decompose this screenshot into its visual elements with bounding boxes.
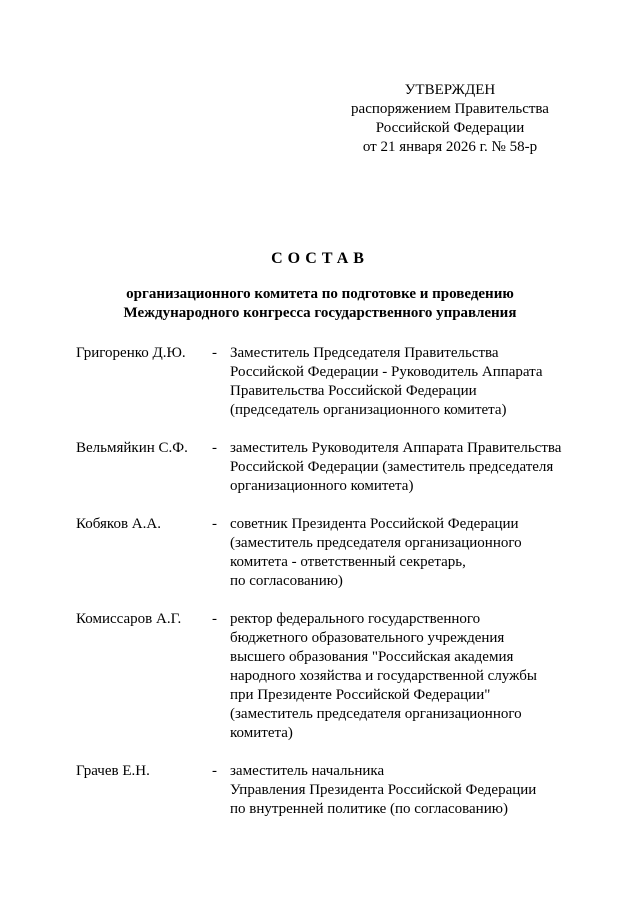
role-line: Российской Федерации (заместитель председателя <box>230 459 554 475</box>
approval-heading: УТВЕРЖДЕН <box>404 82 496 98</box>
role-line: (заместитель председателя организационного <box>230 535 522 551</box>
member-name: Грачев Е.Н. <box>76 763 150 779</box>
approval-line-date: от 21 января 2026 г. № 58-р <box>362 139 538 155</box>
member-name: Кобяков А.А. <box>76 516 161 532</box>
role-line: (председатель организационного комитета) <box>230 402 507 418</box>
document-title: СОСТАВ <box>271 250 369 267</box>
document-subtitle <box>0 285 640 323</box>
member-role <box>230 515 640 591</box>
member-dash: - <box>212 440 217 456</box>
role-line: по внутренней политике (по согласованию) <box>230 801 508 817</box>
member-role <box>230 610 640 743</box>
member-dash: - <box>212 763 217 779</box>
role-line: заместитель начальника <box>230 763 385 779</box>
member-row <box>0 439 640 496</box>
member-name: Вельмяйкин С.Ф. <box>76 440 188 456</box>
role-line: организационного комитета) <box>230 478 414 494</box>
member-row <box>0 344 640 420</box>
approval-line-order: распоряжением Правительства <box>351 101 549 117</box>
role-line: ректор федерального государственного <box>230 611 481 627</box>
role-line: бюджетного образовательного учреждения <box>230 630 505 646</box>
role-line: заместитель Руководителя Аппарата Правительства <box>230 440 562 456</box>
member-name: Григоренко Д.Ю. <box>76 345 186 361</box>
role-line: комитета) <box>230 725 293 741</box>
role-line: Управления Президента Российской Федерации <box>230 782 537 798</box>
member-role <box>230 439 640 496</box>
role-line: Российской Федерации - Руководитель Аппарата <box>230 364 543 380</box>
subtitle-line: Международного конгресса государственного управления <box>123 305 517 321</box>
role-line: Заместитель Председателя Правительства <box>230 345 499 361</box>
role-line: советник Президента Российской Федерации <box>230 516 519 532</box>
member-dash: - <box>212 345 217 361</box>
subtitle-line: организационного комитета по подготовке и проведению <box>126 286 514 302</box>
member-row <box>0 515 640 591</box>
member-dash: - <box>212 516 217 532</box>
member-list <box>0 344 640 838</box>
member-role <box>230 344 640 420</box>
role-line: по согласованию) <box>230 573 343 589</box>
member-row <box>0 610 640 743</box>
member-name: Комиссаров А.Г. <box>76 611 182 627</box>
role-line: комитета - ответственный секретарь, <box>230 554 466 570</box>
member-dash: - <box>212 611 217 627</box>
document-heading <box>0 249 640 323</box>
approval-stamp <box>340 81 560 157</box>
approval-line-government: Российской Федерации <box>375 120 525 136</box>
member-row <box>0 762 640 819</box>
role-line: при Президенте Российской Федерации" <box>230 687 491 703</box>
member-role <box>230 762 640 819</box>
role-line: высшего образования "Российская академия <box>230 649 514 665</box>
role-line: народного хозяйства и государственной службы <box>230 668 537 684</box>
role-line: Правительства Российской Федерации <box>230 383 477 399</box>
role-line: (заместитель председателя организационного <box>230 706 522 722</box>
